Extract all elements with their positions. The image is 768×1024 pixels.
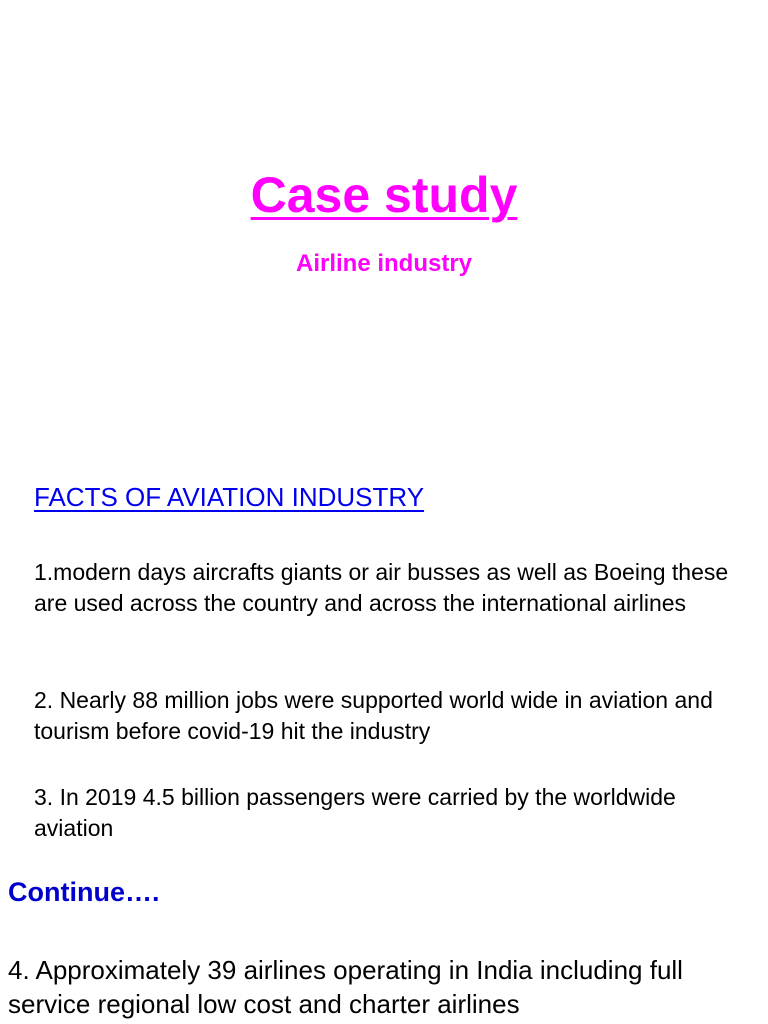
fact-item-2: 2. Nearly 88 million jobs were supported world wide in aviation and tourism before covid-19 hit the industry	[34, 687, 713, 744]
title-slide	[0, 0, 768, 460]
page-subtitle: Airline industry	[295, 250, 473, 277]
fact-item-1: 1.modern days aircrafts giants or air busses as well as Boeing these are used across the country and across the international airlines	[34, 559, 729, 616]
fact-item-4: 4. Approximately 39 airlines operating in India including full service regional low cost and charter airlines	[8, 955, 683, 1019]
facts-heading: FACTS OF AVIATION INDUSTRY	[34, 482, 425, 512]
page-title: Case study	[250, 167, 518, 223]
fact-item-3: 3. In 2019 4.5 billion passengers were carried by the worldwide aviation	[34, 784, 676, 841]
continue-heading: Continue….	[8, 877, 160, 907]
